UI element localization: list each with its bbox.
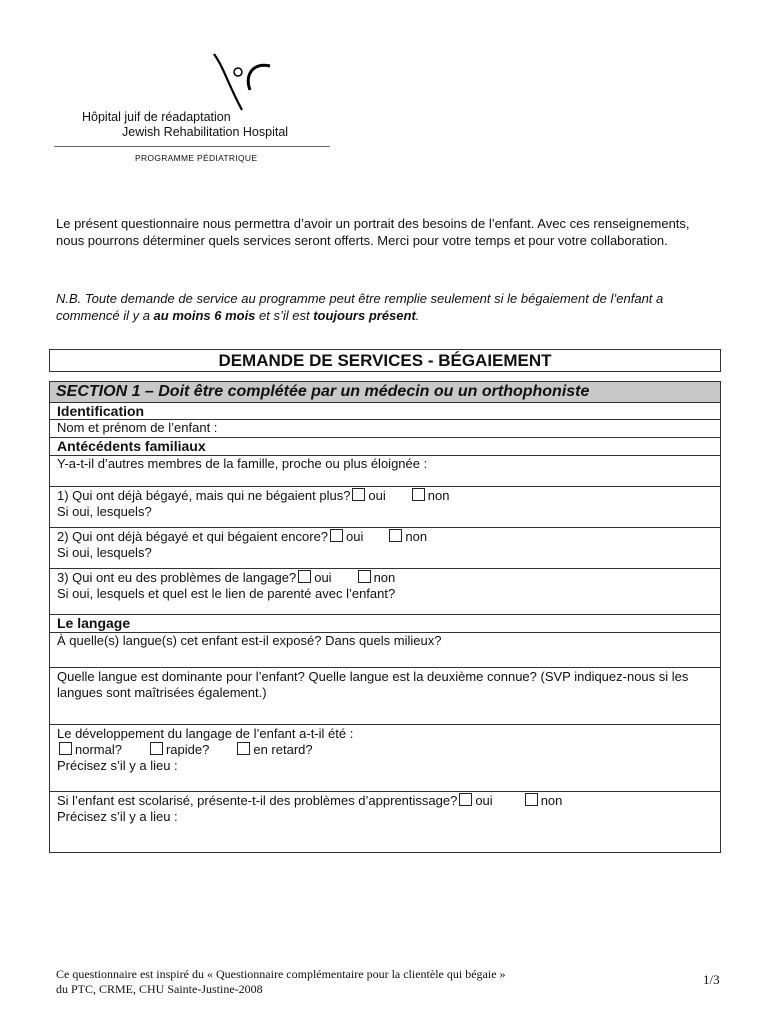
family-q2-text: 2) Qui ont déjà bégayé et qui bégaient encore? — [57, 529, 329, 544]
page-number: 1/3 — [703, 972, 720, 987]
oui-label: oui — [368, 488, 386, 503]
non-label: non — [373, 570, 396, 585]
family-q2-row[interactable] — [50, 528, 720, 569]
family-q2-non-checkbox[interactable] — [389, 529, 402, 542]
family-intro-row — [50, 456, 720, 487]
school-oui-checkbox[interactable] — [459, 793, 472, 806]
nb-bold-duration: au moins 6 mois — [153, 307, 256, 323]
school-non-checkbox[interactable] — [525, 793, 538, 806]
non-label: non — [427, 488, 450, 503]
dev-retard-checkbox[interactable] — [237, 742, 250, 755]
language-heading: Le langage — [57, 615, 131, 631]
family-q2-oui-checkbox[interactable] — [330, 529, 343, 542]
oui-label: oui — [314, 570, 332, 585]
language-exposure-row[interactable] — [50, 633, 720, 668]
child-name-label: Nom et prénom de l’enfant : — [57, 420, 218, 435]
hospital-name-en: Jewish Rehabilitation Hospital — [122, 125, 289, 139]
section-1-form — [49, 381, 721, 853]
family-q1-non-checkbox[interactable] — [412, 488, 425, 501]
dev-retard-label: en retard? — [253, 742, 313, 757]
dev-normal-checkbox[interactable] — [59, 742, 72, 755]
language-development-question: Le développement du langage de l’enfant a-t-il été : — [57, 726, 354, 741]
family-history-heading: Antécédents familiaux — [57, 438, 206, 454]
family-q1-text: 1) Qui ont déjà bégayé, mais qui ne bégaient plus? — [57, 488, 351, 503]
family-q1-followup: Si oui, lesquels? — [57, 504, 152, 519]
nb-bold-present: toujours présent — [313, 307, 416, 323]
dev-rapide-label: rapide? — [165, 742, 210, 757]
footer-line-2: du PTC, CRME, CHU Sainte-Justine-2008 — [56, 982, 263, 996]
dominant-language-question: Quelle langue est dominante pour l’enfant? Quelle langue est la deuxième connue? (SVP indiquez-nous si les langues sont maîtrisées également.) — [57, 669, 689, 700]
family-heading-row — [50, 438, 720, 456]
dominant-language-row[interactable] — [50, 668, 720, 725]
header-divider — [54, 146, 330, 147]
school-learning-row[interactable] — [50, 792, 720, 852]
family-intro-text: Y-a-t-il d’autres membres de la famille, proche ou plus éloignée : — [57, 456, 428, 471]
oui-label: oui — [346, 529, 364, 544]
nb-paragraph: N.B. Toute demande de service au programme peut être remplie seulement si le bégaiement de l’enfant a commencé il y a au moins 6 mois et s’il est toujours présent. — [56, 291, 664, 323]
non-label: non — [405, 529, 428, 544]
hospital-logo — [80, 50, 330, 170]
identification-heading: Identification — [57, 403, 145, 419]
language-heading-row — [50, 615, 720, 633]
school-learning-question: Si l’enfant est scolarisé, présente-t-il des problèmes d’apprentissage? — [57, 793, 458, 808]
language-development-row[interactable] — [50, 725, 720, 792]
child-name-field[interactable] — [50, 420, 720, 438]
section-1-heading: SECTION 1 – Doit être complétée par un médecin ou un orthophoniste — [50, 382, 720, 403]
family-q1-row[interactable] — [50, 487, 720, 528]
family-q3-non-checkbox[interactable] — [358, 570, 371, 583]
form-title: DEMANDE DE SERVICES - BÉGAIEMENT — [49, 349, 721, 372]
oui-label: oui — [475, 793, 493, 808]
language-exposure-question: À quelle(s) langue(s) cet enfant est-il exposé? Dans quels milieux? — [57, 633, 442, 648]
family-q3-followup: Si oui, lesquels et quel est le lien de parenté avec l’enfant? — [57, 586, 396, 601]
intro-paragraph: Le présent questionnaire nous permettra d’avoir un portrait des besoins de l’enfant. Avec ces renseignements, nous pourrons déterminer quels services seront offerts. Merci pour votre temps et pour votre collaboration. — [56, 216, 690, 248]
family-q3-oui-checkbox[interactable] — [298, 570, 311, 583]
dev-rapide-checkbox[interactable] — [150, 742, 163, 755]
family-q1-oui-checkbox[interactable] — [352, 488, 365, 501]
family-q3-row[interactable] — [50, 569, 720, 615]
dev-normal-label: normal? — [75, 742, 122, 757]
family-q2-followup: Si oui, lesquels? — [57, 545, 152, 560]
footer-credit — [56, 967, 506, 997]
program-label: PROGRAMME PÉDIATRIQUE — [135, 153, 258, 163]
identification-heading-row — [50, 403, 720, 420]
footer-line-1: Ce questionnaire est inspiré du « Questionnaire complémentaire pour la clientèle qui bégaie » — [56, 967, 506, 981]
non-label: non — [540, 793, 563, 808]
dev-precisez-label: Précisez s’il y a lieu : — [57, 758, 178, 773]
hospital-name-fr: Hôpital juif de réadaptation — [82, 110, 231, 124]
school-precisez-label: Précisez s’il y a lieu : — [57, 809, 178, 824]
family-q3-text: 3) Qui ont eu des problèmes de langage? — [57, 570, 297, 585]
